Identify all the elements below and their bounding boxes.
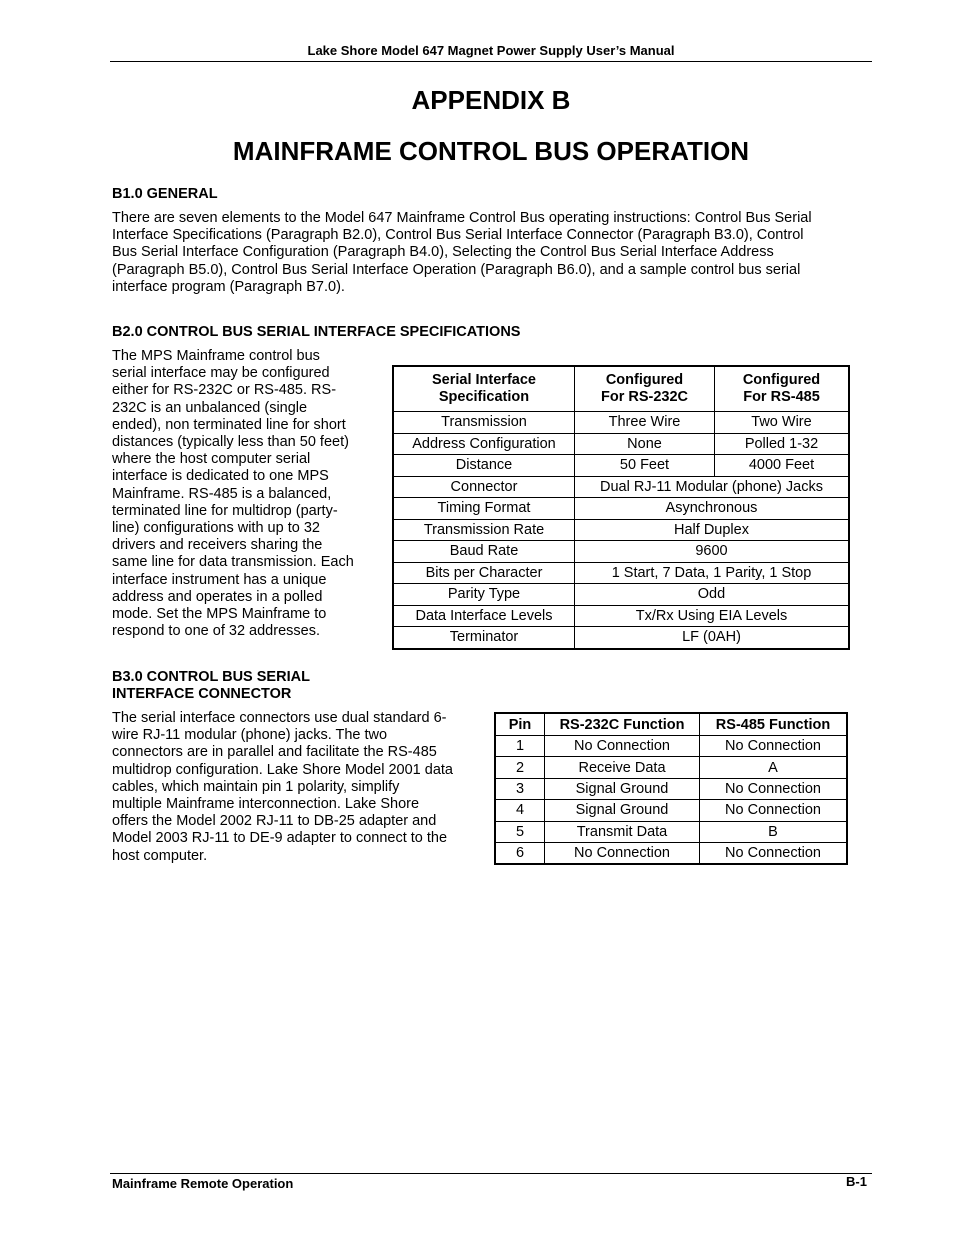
paragraph-line: Mainframe. RS-485 is a balanced, [112,485,332,502]
table-row [495,757,847,778]
paragraph-line: The MPS Mainframe control bus [112,348,320,364]
paragraph-line: wire RJ-11 modular (phone) jacks. The two [112,727,388,744]
table-cell: No Connection [545,842,700,864]
table-cell: Bits per Character [393,562,575,584]
paragraph-line: multidrop configuration. Lake Shore Model 2001 data [112,761,453,778]
paragraph-line: same line for data transmission. Each [112,554,354,571]
paragraph-line: drivers and receivers sharing the [112,537,323,554]
section-b2-paragraph [112,348,387,640]
paragraph-line: offers the Model 2002 RJ-11 to DB-25 adapter and [112,813,437,830]
table-cell: Connector [393,476,575,498]
table-cell: 5 [495,821,545,842]
section-heading-b3: B3.0 CONTROL BUS SERIAL INTERFACE CONNECTOR [112,669,310,702]
paragraph-line: where the host computer serial [112,451,311,468]
serial-interface-spec-table [392,365,850,650]
table-cell: None [575,433,715,455]
table-row [393,498,849,520]
table-cell: Half Duplex [575,519,850,541]
paragraph-line: The serial interface connectors use dual standard 6- [112,710,447,726]
table-row [495,821,847,842]
table-row [393,584,849,606]
table-cell: Data Interface Levels [393,605,575,627]
paragraph-line: 232C is an unbalanced (single [112,399,308,416]
page-number: B-1 [846,1174,867,1189]
table-cell: 2 [495,757,545,778]
table-row [495,778,847,799]
table-cell: Terminator [393,627,575,649]
column-header: Configured For RS-232C [575,366,715,412]
paragraph-line: Bus Serial Interface Configuration (Paragraph B4.0), Selecting the Control Bus Serial Interface Address [112,244,774,261]
table-row [393,519,849,541]
table-row [393,412,849,434]
section-b1-paragraph [112,210,872,296]
table-cell: Asynchronous [575,498,850,520]
table-cell: Transmission [393,412,575,434]
table-row [393,562,849,584]
paragraph-line: distances (typically less than 50 feet) [112,434,349,451]
paragraph-line: line) configurations with up to 32 [112,520,320,537]
table-cell: 4 [495,800,545,821]
connector-pinout-table [494,712,848,865]
section-heading-b1: B1.0 GENERAL [112,186,218,202]
paragraph-line: host computer. [112,847,208,864]
column-header: RS-485 Function [700,713,848,736]
table-row [393,605,849,627]
paragraph-line: Interface Specifications (Paragraph B2.0), Control Bus Serial Interface Connector (Paragraph B3.0), Control [112,227,804,244]
table-cell: Baud Rate [393,541,575,563]
paragraph-line: mode. Set the MPS Mainframe to [112,606,327,623]
table-cell: Polled 1-32 [715,433,850,455]
paragraph-line: connectors are in parallel and facilitate the RS-485 [112,744,437,761]
section-heading-b2: B2.0 CONTROL BUS SERIAL INTERFACE SPECIFICATIONS [112,324,521,340]
column-header: RS-232C Function [545,713,700,736]
column-header: Serial Interface Specification [393,366,575,412]
paragraph-line: interface program (Paragraph B7.0). [112,278,345,295]
table-cell: Distance [393,455,575,477]
paragraph-line: There are seven elements to the Model 647 Mainframe Control Bus operating instructions: Control Bus Serial [112,210,812,226]
table-cell: B [700,821,848,842]
page-title: MAINFRAME CONTROL BUS OPERATION [232,136,750,166]
table-cell: Transmit Data [545,821,700,842]
header-rule [110,61,872,62]
table-cell: Three Wire [575,412,715,434]
table-header-row [393,366,849,412]
table-cell: No Connection [700,778,848,799]
table-cell: LF (0AH) [575,627,850,649]
table-row [495,800,847,821]
table-header-row [495,713,847,736]
paragraph-line: terminated line for multidrop (party- [112,502,338,519]
table-row [393,476,849,498]
paragraph-line: interface instrument has a unique [112,571,327,588]
table-cell: Transmission Rate [393,519,575,541]
table-cell: Receive Data [545,757,700,778]
table-cell: 1 [495,736,545,757]
paragraph-line: interface is dedicated to one MPS [112,468,329,485]
table-cell: Odd [575,584,850,606]
table-cell: Tx/Rx Using EIA Levels [575,605,850,627]
paragraph-line: respond to one of 32 addresses. [112,623,320,640]
table-cell: 50 Feet [575,455,715,477]
appendix-title: APPENDIX B [411,85,571,115]
table-cell: A [700,757,848,778]
table-row [393,433,849,455]
table-cell: 6 [495,842,545,864]
table-cell: 1 Start, 7 Data, 1 Parity, 1 Stop [575,562,850,584]
table-row [393,627,849,649]
table-cell: Two Wire [715,412,850,434]
paragraph-line: Model 2003 RJ-11 to DE-9 adapter to connect to the [112,830,448,847]
table-cell: 3 [495,778,545,799]
table-cell: No Connection [545,736,700,757]
footer-rule [110,1173,872,1174]
paragraph-line: (Paragraph B5.0), Control Bus Serial Interface Operation (Paragraph B6.0), and a sample control bus serial [112,261,801,278]
footer-section-title: Mainframe Remote Operation [112,1176,294,1191]
table-row [393,541,849,563]
table-cell: Signal Ground [545,778,700,799]
table-cell: 9600 [575,541,850,563]
table-cell: Timing Format [393,498,575,520]
paragraph-line: address and operates in a polled [112,588,323,605]
table-cell: Address Configuration [393,433,575,455]
paragraph-line: serial interface may be configured [112,365,330,382]
table-cell: Parity Type [393,584,575,606]
section-b3-paragraph [112,710,487,865]
table-cell: No Connection [700,736,848,757]
table-cell: Dual RJ-11 Modular (phone) Jacks [575,476,850,498]
table-cell: No Connection [700,800,848,821]
table-cell: No Connection [700,842,848,864]
paragraph-line: either for RS-232C or RS-485. RS- [112,382,337,399]
paragraph-line: ended), non terminated line for short [112,416,346,433]
table-cell: Signal Ground [545,800,700,821]
column-header: Pin [495,713,545,736]
table-row [495,736,847,757]
table-row [393,455,849,477]
table-cell: 4000 Feet [715,455,850,477]
running-header: Lake Shore Model 647 Magnet Power Supply User’s Manual [307,43,675,58]
paragraph-line: cables, which maintain pin 1 polarity, simplify [112,778,400,795]
column-header: Configured For RS-485 [715,366,850,412]
table-row [495,842,847,864]
paragraph-line: multiple Mainframe interconnection. Lake Shore [112,796,420,813]
